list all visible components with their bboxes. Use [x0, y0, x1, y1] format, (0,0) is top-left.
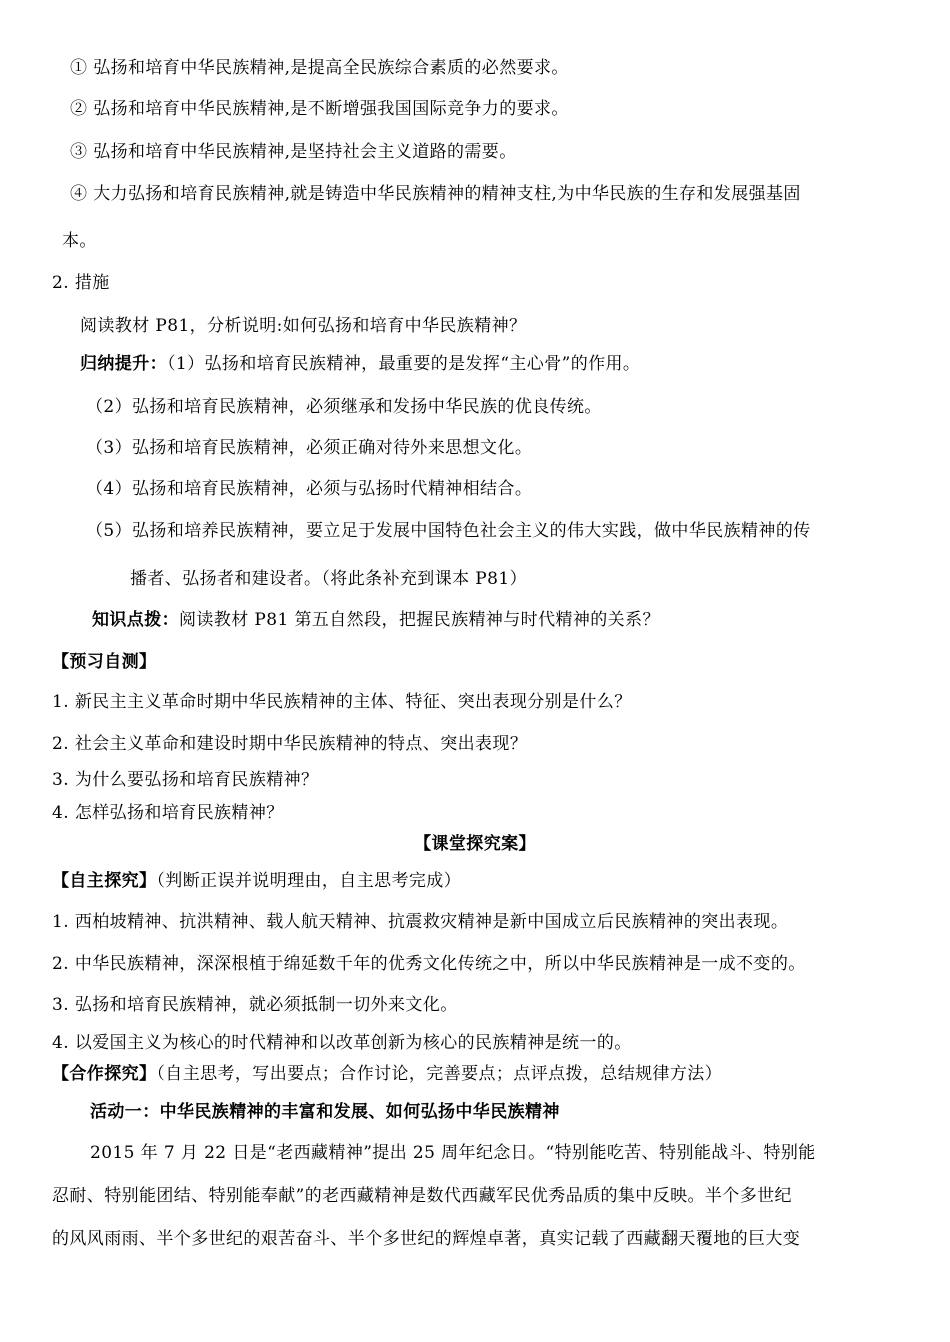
- significance-item-3: ③ 弘扬和培育中华民族精神,是坚持社会主义道路的需要。: [70, 142, 517, 162]
- tip-text: 阅读教材 P81 第五自然段，把握民族精神与时代精神的关系？: [179, 610, 660, 630]
- measures-heading: 2. 措施: [52, 273, 110, 293]
- preview-question-4: 4. 怎样弘扬和培育民族精神？: [52, 803, 284, 823]
- preview-question-1: 1. 新民主主义革命时期中华民族精神的主体、特征、突出表现分别是什么？: [52, 692, 632, 712]
- summary-point-5: （5）弘扬和培养民族精神，要立足于发展中国特色社会主义的伟大实践，做中华民族精神的传: [86, 521, 811, 541]
- measures-reading-prompt: 阅读教材 P81，分析说明:如何弘扬和培育中华民族精神？: [80, 316, 527, 336]
- self-inquiry-statement-1: 1. 西柏坡精神、抗洪精神、载人航天精神、抗震救灾精神是新中国成立后民族精神的突出表现。: [52, 912, 789, 932]
- classroom-heading: 【课堂探究案】: [414, 834, 536, 854]
- self-inquiry-note: （判断正误并说明理由，自主思考完成）: [156, 871, 462, 891]
- preview-question-3: 3. 为什么要弘扬和培育民族精神？: [52, 770, 319, 790]
- tip-row: [92, 608, 660, 632]
- summary-row-1: [80, 352, 640, 376]
- activity-paragraph-line-1: 2015 年 7 月 22 日是“老西藏精神”提出 25 周年纪念日。“特别能吃苦、特别能战斗、特别能: [90, 1143, 816, 1163]
- cooperation-heading: 【合作探究】: [52, 1064, 157, 1084]
- self-inquiry-statement-2: 2. 中华民族精神，深深根植于绵延数千年的优秀文化传统之中，所以中华民族精神是一成不变的。: [52, 954, 806, 974]
- summary-point-4: （4）弘扬和培育民族精神，必须与弘扬时代精神相结合。: [86, 479, 533, 499]
- cooperation-note: （自主思考，写出要点；合作讨论，完善要点；点评点拨，总结规律方法）: [156, 1064, 723, 1084]
- cooperation-row: [52, 1062, 722, 1086]
- summary-point-5-continued: 播者、弘扬者和建设者。（将此条补充到课本 P81）: [130, 569, 527, 589]
- significance-item-1: ① 弘扬和培育中华民族精神,是提高全民族综合素质的必然要求。: [70, 58, 569, 78]
- preview-heading: 【预习自测】: [52, 652, 157, 672]
- self-inquiry-row: [52, 869, 461, 893]
- significance-item-2: ② 弘扬和培育中华民族精神,是不断增强我国国际竞争力的要求。: [70, 99, 569, 119]
- activity-title: 活动一：中华民族精神的丰富和发展、如何弘扬中华民族精神: [90, 1102, 560, 1122]
- preview-question-2: 2. 社会主义革命和建设时期中华民族精神的特点、突出表现？: [52, 734, 528, 754]
- summary-point-2: （2）弘扬和培育民族精神，必须继承和发扬中华民族的优良传统。: [86, 397, 602, 417]
- summary-point-3: （3）弘扬和培育民族精神，必须正确对待外来思想文化。: [86, 438, 533, 458]
- summary-point-1: （1）弘扬和培育民族精神，最重要的是发挥“主心骨”的作用。: [167, 354, 641, 374]
- tip-label: 知识点拨：: [92, 610, 179, 630]
- self-inquiry-heading: 【自主探究】: [52, 871, 157, 891]
- significance-item-4-continued: 本。: [62, 231, 97, 251]
- significance-item-4: ④ 大力弘扬和培育民族精神,就是铸造中华民族精神的精神支柱,为中华民族的生存和发展强基固: [70, 184, 801, 204]
- summary-label: 归纳提升：: [80, 354, 167, 374]
- self-inquiry-statement-4: 4. 以爱国主义为核心的时代精神和以改革创新为核心的民族精神是统一的。: [52, 1033, 632, 1053]
- self-inquiry-statement-3: 3. 弘扬和培育民族精神，就必须抵制一切外来文化。: [52, 995, 458, 1015]
- activity-paragraph-line-3: 的风风雨雨、半个多世纪的艰苦奋斗、半个多世纪的辉煌卓著，真实记载了西藏翻天覆地的巨大变: [52, 1229, 801, 1249]
- activity-paragraph-line-2: 忍耐、特别能团结、特别能奉献”的老西藏精神是数代西藏军民优秀品质的集中反映。半个多世纪: [52, 1186, 792, 1206]
